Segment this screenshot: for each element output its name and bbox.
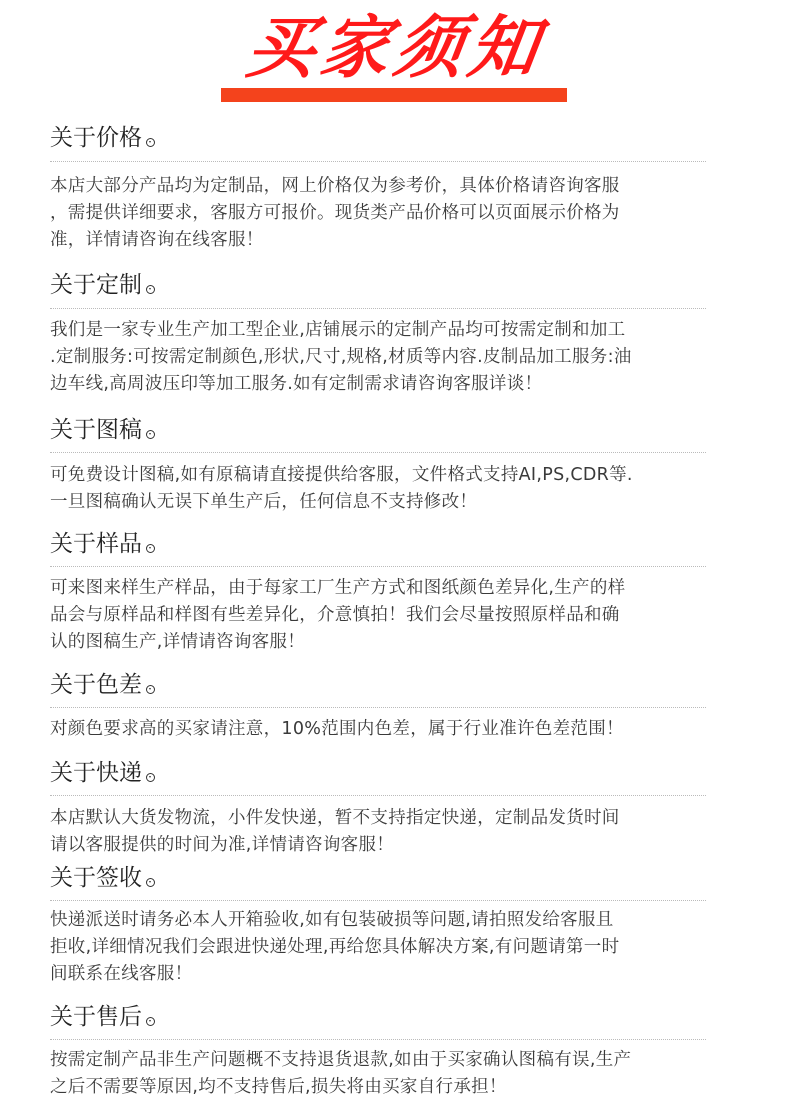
circle-down-arrow-icon	[146, 138, 155, 147]
section-body: 对颜色要求高的买家请注意，10%范围内色差，属于行业准许色差范围！	[50, 719, 624, 739]
section-heading-text: 关于售后	[50, 1004, 142, 1030]
section-heading-text: 关于色差	[50, 672, 142, 698]
section-divider	[50, 900, 706, 901]
section-heading-text: 关于图稿	[50, 417, 142, 443]
title-underline-bar	[221, 88, 567, 102]
section-heading-text: 关于签收	[50, 865, 142, 891]
circle-down-arrow-icon	[146, 544, 155, 553]
section-body: 可免费设计图稿,如有原稿请直接提供给客服，文件格式支持AI,PS,CDR等. 一旦图稿确认无误下单生产后，任何信息不支持修改！	[50, 465, 633, 512]
section-divider	[50, 308, 706, 309]
section-artwork	[50, 416, 706, 512]
section-divider	[50, 707, 706, 708]
circle-down-arrow-icon	[146, 685, 155, 694]
section-shipping	[50, 759, 706, 855]
section-divider	[50, 452, 706, 453]
section-heading-text: 关于快递	[50, 760, 142, 786]
circle-down-arrow-icon	[146, 285, 155, 294]
section-heading	[50, 671, 706, 699]
section-heading	[50, 1003, 706, 1031]
section-heading	[50, 124, 706, 152]
section-heading	[50, 271, 706, 299]
circle-down-arrow-icon	[146, 878, 155, 887]
circle-down-arrow-icon	[146, 773, 155, 782]
section-body: 快递派送时请务必本人开箱验收,如有包装破损等问题,请拍照发给客服且 拒收,详细情况我们会跟进快递处理,再给您具体解决方案,有问题请第一时 间联系在线客服！	[50, 910, 620, 984]
section-divider	[50, 1039, 706, 1040]
section-body: 我们是一家专业生产加工型企业,店铺展示的定制产品均可按需定制和加工 .定制服务:可按需定制颜色,形状,尺寸,规格,材质等内容.皮制品加工服务:油 边车线,高周波压印等加工服务.如有定制需求请咨询客服详谈！	[50, 320, 632, 394]
section-divider	[50, 795, 706, 796]
section-heading-text: 关于价格	[50, 125, 142, 151]
section-body: 本店默认大货发物流，小件发快递，暂不支持指定快递，定制品发货时间 请以客服提供的时间为准,详情请咨询客服！	[50, 808, 620, 855]
circle-down-arrow-icon	[146, 430, 155, 439]
section-heading-text: 关于样品	[50, 531, 142, 557]
section-samples	[50, 530, 706, 652]
section-color-difference	[50, 671, 706, 739]
section-body: 按需定制产品非生产问题概不支持退货退款,如由于买家确认图稿有误,生产 之后不需要等原因,均不支持售后,损失将由买家自行承担！	[50, 1050, 632, 1097]
section-heading	[50, 864, 706, 892]
section-customization	[50, 271, 706, 394]
section-receipt	[50, 864, 706, 984]
section-heading	[50, 759, 706, 787]
section-divider	[50, 161, 706, 162]
section-heading	[50, 530, 706, 558]
section-body: 本店大部分产品均为定制品，网上价格仅为参考价，具体价格请咨询客服 ，需提供详细要求，客服方可报价。现货类产品价格可以页面展示价格为 准，详情请咨询在线客服！	[50, 176, 620, 250]
circle-down-arrow-icon	[146, 1017, 155, 1026]
section-heading	[50, 416, 706, 444]
section-body: 可来图来样生产样品，由于每家工厂生产方式和图纸颜色差异化,生产的样 品会与原样品和样图有些差异化，介意慎拍！我们会尽量按照原样品和确 认的图稿生产,详情请咨询客服！	[50, 578, 626, 652]
section-heading-text: 关于定制	[50, 272, 142, 298]
section-price	[50, 124, 706, 250]
section-divider	[50, 566, 706, 567]
section-after-sales	[50, 1003, 706, 1097]
page-title: 买家须知	[241, 9, 549, 88]
header	[0, 0, 790, 110]
